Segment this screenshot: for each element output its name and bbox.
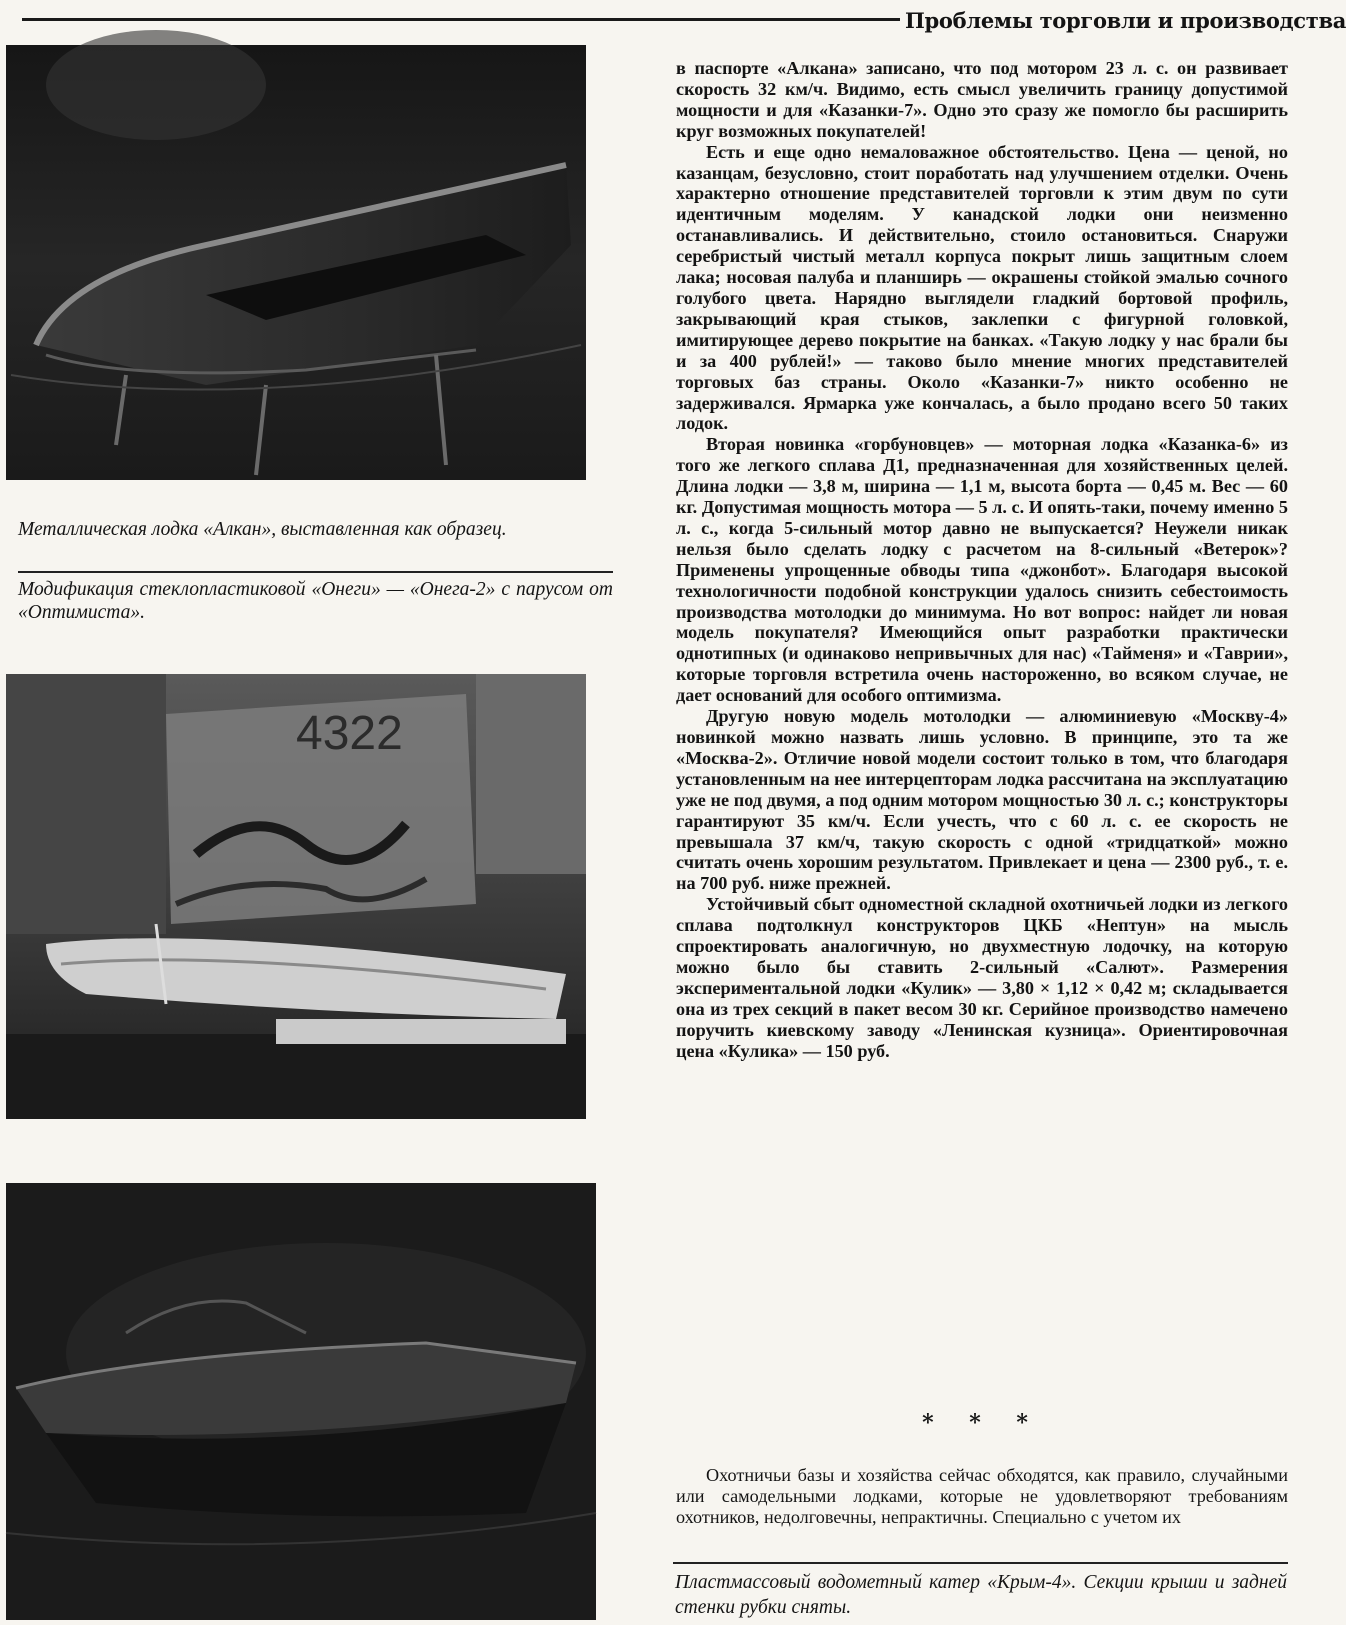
hull-number-text: 4322	[296, 707, 403, 760]
photo-krym-boat	[6, 1183, 596, 1620]
photo-onega-image	[6, 674, 586, 1119]
caption-onega: Модификация стеклопластиковой «Онеги» — «Онега-2» с парусом от «Оптимиста».	[18, 579, 613, 623]
article-paragraph: Есть и еще одно немаловажное обстоятельство. Цена — ценой, но казанцам, безусловно, стоит поработать над улучшением отделки. Очень характерно отношение представителей торговли к этим двум по сути идентичным моделям. У канадской лодки они неизменно останавливались. И действительно, стоило остановиться. Снаружи серебристый чистый металл корпуса покрыт лишь защитным слоем лака; носовая палуба и планширь — окрашены стойкой эмалью сочного голубого цвета. Нарядно выглядели гладкий бортовой профиль, закрывающий края стыков, заклепки с фигурной головкой, имитирующее дерево покрытие на банках. «Такую лодку у нас брали бы и за 400 рублей!» — таково было мнение многих представителей торговых баз страны. Около «Казанки-7» никто особенно не задерживался. Ярмарка уже кончалась, а было продано всего 50 таких лодок.	[676, 141, 1288, 434]
caption-divider	[18, 571, 613, 573]
article-continuation	[676, 1465, 1288, 1528]
article-paragraph: Вторая новинка «горбуновцев» — моторная лодка «Казанка-6» из того же легкого сплава Д1, предназначенная для хозяйственных целей. Длина лодки — 3,8 м, ширина — 1,1 м, высота борта — 0,45 м. Вес — 60 кг. Допустимая мощность мотора — 5 л. с. И опять-таки, почему именно 5 л. с., когда 5-сильный мотор давно не выпускается? Неужели никак нельзя было сделать лодку с расчетом на 8-сильный «Ветерок»? Применены упрощенные обводы типа «джонбот». Благодаря высокой технологичности подобной конструкции удалось снизить себестоимость производства мотолодки до минимума. Но вот вопрос: найдет ли новая модель покупателя? Имеющийся опыт разработки практически однотипных (и одинаково непривычных для нас) «Тайменя» и «Таврии», которые торговля встретила очень настороженно, во всяком случае, не дает оснований для особого оптимизма.	[676, 434, 1288, 706]
caption-krym: Пластмассовый водометный катер «Крым-4». Секции крыши и задней стенки рубки сняты.	[675, 1572, 1287, 1618]
photo-alkan-image	[6, 45, 586, 480]
caption-divider	[673, 1562, 1288, 1564]
article-column	[676, 58, 1288, 1062]
photo-alkan-boat	[6, 45, 586, 480]
section-title: Проблемы торговли и производства	[905, 8, 1346, 33]
section-separator: * * *	[922, 1410, 1042, 1436]
article-paragraph: Охотничьи базы и хозяйства сейчас обходятся, как правило, случайными или самодельными лодками, которые не удовлетворяют требованиям охотников, недолговечны, непрактичны. Специально с учетом их	[676, 1465, 1288, 1527]
article-paragraph: Другую новую модель мотолодки — алюминиевую «Москву-4» новинкой можно назвать лишь условно. В принципе, это та же «Москва-2». Отличие новой модели состоит только в том, что благодаря установленным на нее интерцепторам лодка рассчитана на эксплуатацию уже не под двумя, а под одним мотором мощностью 30 л. с.; конструкторы гарантируют 35 км/ч. Если учесть, что с 60 л. с. ее скорость не превышала 37 км/ч, такую скорость с одной «тридцаткой» можно считать очень хорошим результатом. Привлекает и цена — 2300 руб., т. е. на 700 руб. ниже прежней.	[676, 706, 1288, 894]
header-rule	[22, 18, 900, 21]
photo-krym-image	[6, 1183, 596, 1620]
photo-onega-boat	[6, 674, 586, 1119]
caption-alkan: Металлическая лодка «Алкан», выставленная как образец.	[18, 519, 507, 540]
article-paragraph: Устойчивый сбыт одноместной складной охотничьей лодки из легкого сплава подтолкнул конструкторов ЦКБ «Нептун» на мысль спроектировать аналогичную, но двухместную лодочку, на которую можно было бы ставить 2-сильный «Салют». Размерения экспериментальной лодки «Кулик» — 3,80 × 1,12 × 0,42 м; складывается она из трех секций в пакет весом 30 кг. Серийное производство намечено поручить киевскому заводу «Ленинская кузница». Ориентировочная цена «Кулика» — 150 руб.	[676, 894, 1288, 1061]
article-paragraph: в паспорте «Алкана» записано, что под мотором 23 л. с. он развивает скорость 32 км/ч. Видимо, есть смысл увеличить границу допустимой мощности и для «Казанки-7». Одно это сразу же помогло бы расширить круг возможных покупателей!	[676, 58, 1288, 141]
